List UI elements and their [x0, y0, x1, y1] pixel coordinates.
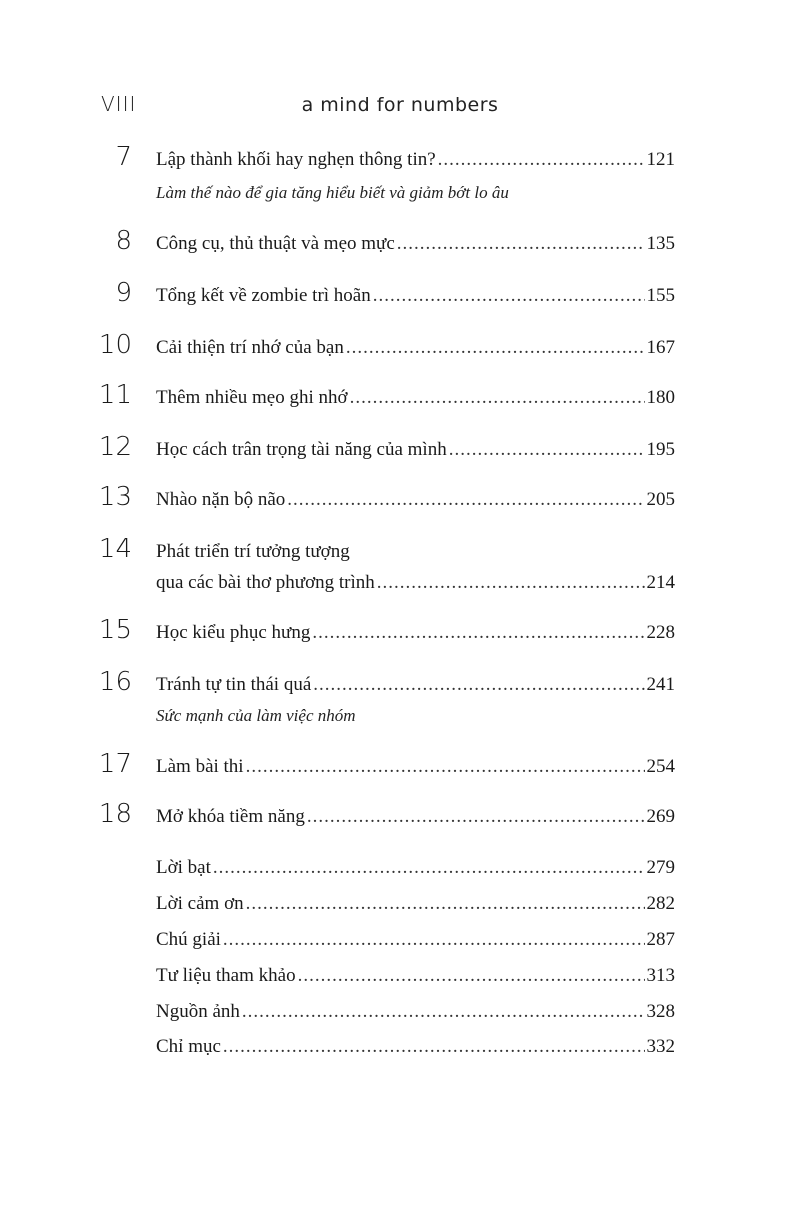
dot-leader: [397, 232, 645, 256]
toc-line: [156, 232, 675, 256]
chapter-title: Công cụ, thủ thuật và mẹo mực: [156, 233, 395, 254]
page-number: 328: [646, 1001, 675, 1022]
toc-line: [156, 1000, 675, 1024]
chapter-number: 13: [98, 482, 132, 512]
back-matter-title: Chỉ mục: [156, 1036, 221, 1057]
page-number: 332: [646, 1036, 675, 1057]
toc-line: [156, 438, 675, 462]
chapter-title: Nhào nặn bộ não: [156, 489, 286, 510]
dot-leader: [287, 488, 644, 512]
chapter-number: 16: [98, 667, 132, 697]
page-number: 279: [646, 857, 675, 878]
chapter-title: Học cách trân trọng tài năng của mình: [156, 439, 447, 460]
chapter-title: Thêm nhiều mẹo ghi nhớ: [156, 387, 348, 408]
chapter-number: 8: [115, 226, 132, 256]
dot-leader: [307, 805, 645, 829]
toc-line: [156, 571, 675, 595]
chapter-title: Cải thiện trí nhớ của bạn: [156, 337, 344, 358]
chapter-number: 17: [98, 749, 132, 779]
toc-line: [156, 1035, 675, 1059]
chapter-title: Lập thành khối hay nghẹn thông tin?: [156, 149, 436, 170]
toc-line: [156, 892, 675, 916]
dot-leader: [438, 148, 645, 172]
chapter-title: Tránh tự tin thái quá: [156, 674, 312, 695]
toc-line: [156, 284, 675, 308]
dot-leader: [350, 386, 645, 410]
chapter-title-line-1: Phát triển trí tưởng tượng: [156, 541, 350, 562]
page-number: 269: [646, 806, 675, 827]
dot-leader: [312, 621, 644, 645]
page-number: 180: [646, 387, 675, 408]
toc-line: [156, 856, 675, 880]
page-number: 167: [646, 337, 675, 358]
page-number: 205: [646, 489, 675, 510]
back-matter-title: Chú giải: [156, 929, 221, 950]
toc-line: [156, 336, 675, 360]
back-matter-title: Nguồn ảnh: [156, 1001, 240, 1022]
chapter-subtitle: Sức mạnh của làm việc nhóm: [156, 706, 356, 725]
dot-leader: [373, 284, 645, 308]
chapter-number: 12: [98, 432, 132, 462]
running-head: a mind for numbers: [301, 94, 499, 116]
toc-line: [156, 964, 675, 988]
page-number: 282: [646, 893, 675, 914]
dot-leader: [213, 856, 645, 880]
page-number: 214: [646, 572, 675, 593]
chapter-number: 18: [98, 799, 132, 829]
page-number: 228: [646, 622, 675, 643]
chapter-title: Tổng kết về zombie trì hoãn: [156, 285, 371, 306]
toc-line: [156, 148, 675, 172]
dot-leader: [242, 1000, 645, 1024]
dot-leader: [246, 892, 645, 916]
toc-line: [156, 386, 675, 410]
dot-leader: [298, 964, 645, 988]
chapter-number: 9: [115, 278, 132, 308]
dot-leader: [246, 755, 645, 779]
dot-leader: [346, 336, 645, 360]
toc-line: [156, 928, 675, 952]
toc-line: [156, 488, 675, 512]
dot-leader: [449, 438, 645, 462]
page-number: 135: [646, 233, 675, 254]
page-number: 313: [646, 965, 675, 986]
toc-line: [156, 673, 675, 697]
chapter-title: qua các bài thơ phương trình: [156, 572, 375, 593]
chapter-number: 11: [98, 380, 132, 410]
page-number: 254: [646, 756, 675, 777]
page-number: 195: [646, 439, 675, 460]
page-number: 121: [646, 149, 675, 170]
chapter-number: 10: [98, 330, 132, 360]
page-folio: VIII: [101, 92, 137, 116]
chapter-number: 7: [115, 142, 132, 172]
dot-leader: [313, 673, 644, 697]
chapter-number: 14: [98, 534, 132, 564]
page-number: 287: [646, 929, 675, 950]
toc-line: [156, 805, 675, 829]
back-matter-title: Lời cảm ơn: [156, 893, 244, 914]
back-matter-title: Lời bạt: [156, 857, 211, 878]
toc-line: [156, 621, 675, 645]
chapter-subtitle: Làm thế nào để gia tăng hiểu biết và giảm bớt lo âu: [156, 183, 509, 202]
toc-line: [156, 755, 675, 779]
chapter-title: Học kiểu phục hưng: [156, 622, 311, 643]
chapter-title: Làm bài thi: [156, 756, 244, 777]
chapter-number: 15: [98, 615, 132, 645]
chapter-title: Mở khóa tiềm năng: [156, 806, 305, 827]
dot-leader: [377, 571, 645, 595]
page-number: 241: [646, 674, 675, 695]
page-number: 155: [646, 285, 675, 306]
dot-leader: [223, 928, 645, 952]
back-matter-title: Tư liệu tham khảo: [156, 965, 296, 986]
dot-leader: [223, 1035, 645, 1059]
